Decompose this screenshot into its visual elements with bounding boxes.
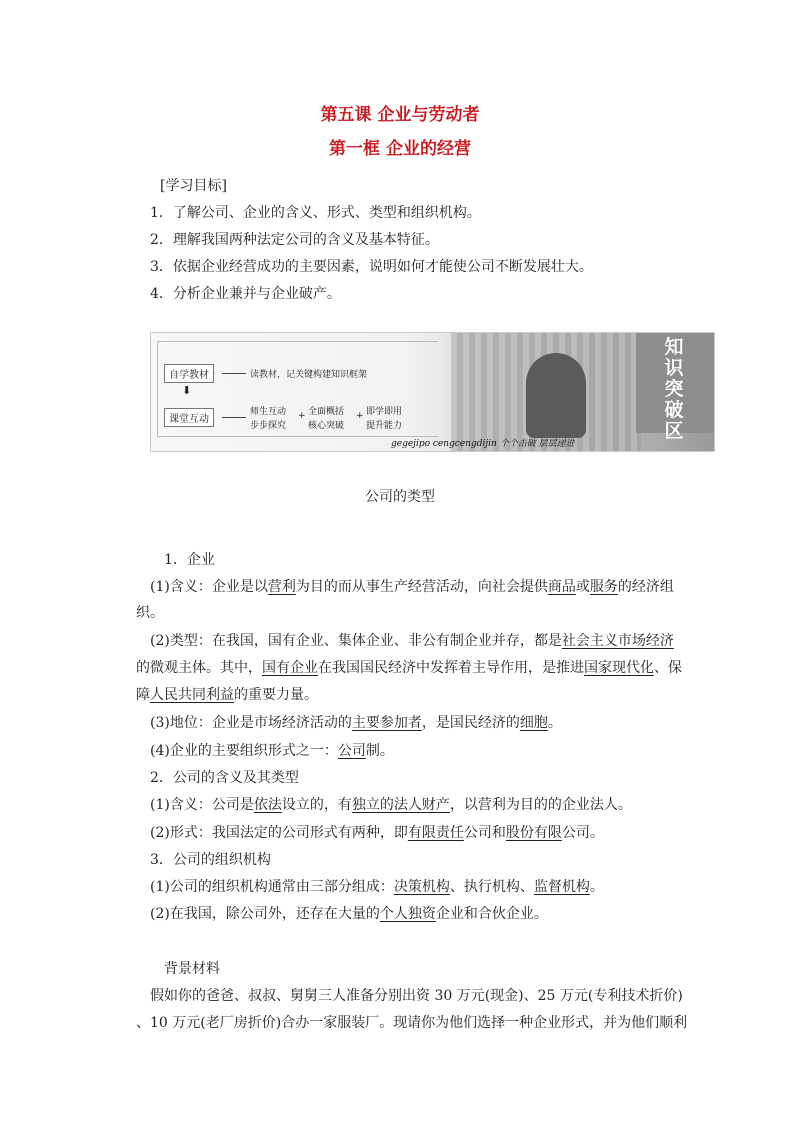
lesson-title: 第五课 企业与劳动者 [320, 105, 480, 125]
banner-col2-a: 全面概括 [308, 407, 345, 417]
section-subtitle: 第一框 企业的经营 [329, 139, 471, 159]
item-1-1-line: (1)含义：企业是以营利为目的而从事生产经营活动，向社会提供商品或服务的经济组 [150, 579, 674, 595]
objective-4: 4．分析企业兼并与企业破产。 [150, 286, 341, 302]
item-2-1-line: (1)含义：公司是依法设立的，有独立的法人财产，以营利为目的的企业法人。 [150, 797, 632, 813]
item-1-2-cont: 的微观主体。其中，国有企业在我国国民经济中发挥着主导作用，是推进国家现代化、保 [136, 660, 682, 676]
banner-col2-b: 核心突破 [308, 421, 345, 431]
banner-col3-a: 即学即用 [366, 407, 403, 417]
banner-connector [222, 417, 246, 418]
banner-student-figure [526, 353, 586, 438]
plus-icon: + [298, 411, 306, 421]
banner-flow-frame [157, 341, 438, 437]
item-2-2-line: (2)形式：我国法定的公司形式有两种，即有限责任公司和股份有限公司。 [150, 825, 604, 841]
item-1-2-cont2: 障人民共同利益的重要力量。 [136, 687, 318, 703]
banner-col3-b: 提升能力 [366, 421, 403, 431]
arrow-down-icon: ⬇ [182, 384, 192, 397]
plus-icon: + [356, 411, 364, 421]
section-heading: 公司的类型 [365, 489, 435, 505]
item-1-4-line: (4)企业的主要组织形式之一：公司制。 [150, 743, 394, 759]
item-1-3-line: (3)地位：企业是市场经济活动的主要参加者，是国民经济的细胞。 [150, 715, 562, 731]
banner-box-interaction: 课堂互动 [164, 408, 214, 427]
background-para-2: 、10 万元(老厂房折价)合办一家服装厂。现请你为他们选择一种企业形式，并为他们顺利 [136, 1015, 688, 1031]
item-1-heading: 1．企业 [164, 552, 215, 568]
background-para-1: 假如你的爸爸、叔叔、舅舅三人准备分别出资 30 万元(现金)、25 万元(专利技术折价) [150, 988, 683, 1004]
banner-col1-a: 师生互动 [250, 407, 287, 417]
banner-col1-b: 步步探究 [250, 421, 287, 431]
item-3-1-line: (1)公司的组织机构通常由三部分组成：决策机构、执行机构、监督机构。 [150, 879, 604, 895]
item-3-2-line: (2)在我国，除公司外，还存在大量的个人独资企业和合伙企业。 [150, 906, 548, 922]
objectives-header: [学习目标] [160, 178, 227, 194]
banner-box-self-study: 自学教材 [164, 364, 214, 383]
item-1-2-line: (2)类型：在我国，国有企业、集体企业、非公有制企业并存，都是社会主义市场经济 [150, 633, 674, 649]
item-2-heading: 2．公司的含义及其类型 [150, 770, 299, 786]
knowledge-banner [150, 332, 715, 452]
banner-side-title: 知 识 突 破 区 [664, 336, 684, 442]
background-title: 背景材料 [164, 961, 220, 977]
banner-self-study-desc: 读教材，记关键构建知识框架 [250, 370, 368, 380]
objective-3: 3．依据企业经营成功的主要因素，说明如何才能使公司不断发展壮大。 [150, 259, 593, 275]
banner-connector [222, 373, 246, 374]
objective-1: 1．了解公司、企业的含义、形式、类型和组织机构。 [150, 205, 481, 221]
objective-2: 2．理解我国两种法定公司的含义及基本特征。 [150, 232, 439, 248]
item-1-1-cont: 织。 [136, 605, 164, 621]
item-3-heading: 3．公司的组织机构 [150, 852, 271, 868]
banner-footer-slogan: gegejipo cengcengdijin 个个击破 层层递进 [391, 439, 575, 449]
